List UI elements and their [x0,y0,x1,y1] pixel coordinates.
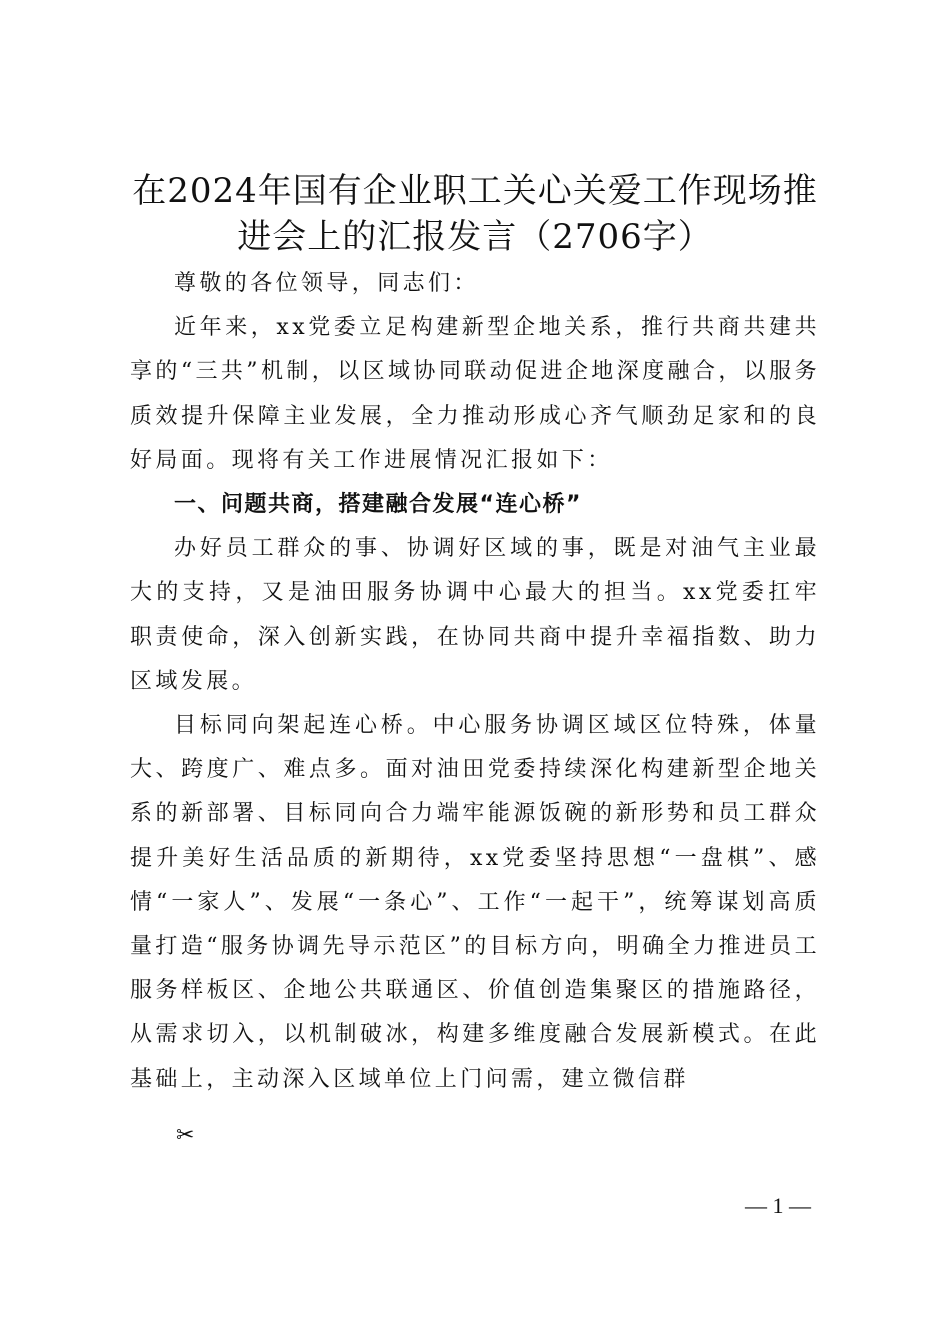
document-body [130,262,820,1102]
document-title: 在2024年国有企业职工关心关爱工作现场推进会上的汇报发言（2706字） [132,171,818,257]
paragraph-section-intro: 办好员工群众的事、协调好区域的事，既是对油气主业最大的支持，又是油田服务协调中心最大的担当。xx党委扛牢职责使命，深入创新实践，在协同共商中提升幸福指数、助力区域发展。 [130,536,820,694]
paragraph-intro: 近年来，xx党委立足构建新型企地关系，推行共商共建共享的“三共”机制，以区域协同联动促进企地深度融合，以服务质效提升保障主业发展，全力推动形成心齐气顺劲足家和的良好局面。现将有关工作进展情况汇报如下： [130,315,820,473]
salutation: 尊敬的各位领导，同志们： [174,271,479,296]
scissors-icon: ✂ [176,1123,195,1148]
paragraph-goal: 目标同向架起连心桥。中心服务协调区域区位特殊，体量大、跨度广、难点多。面对油田党委持续深化构建新型企地关系的新部署、目标同向合力端牢能源饭碗的新形势和员工群众提升美好生活品质的新期待，xx党委坚持思想“一盘棋”、感情“一家人”、发展“一条心”、工作“一起干”，统筹谋划高质量打造“服务协调先导示范区”的目标方向，明确全力推进员工服务样板区、企地公共联通区、价值创造集聚区的措施路径，从需求切入，以机制破冰，构建多维度融合发展新模式。在此基础上，主动深入区域单位上门问需，建立微信群 [130,713,820,1092]
page-number: — 1 — [745,1193,811,1218]
section-heading: 一、问题共商，搭建融合发展“连心桥” [174,492,582,518]
